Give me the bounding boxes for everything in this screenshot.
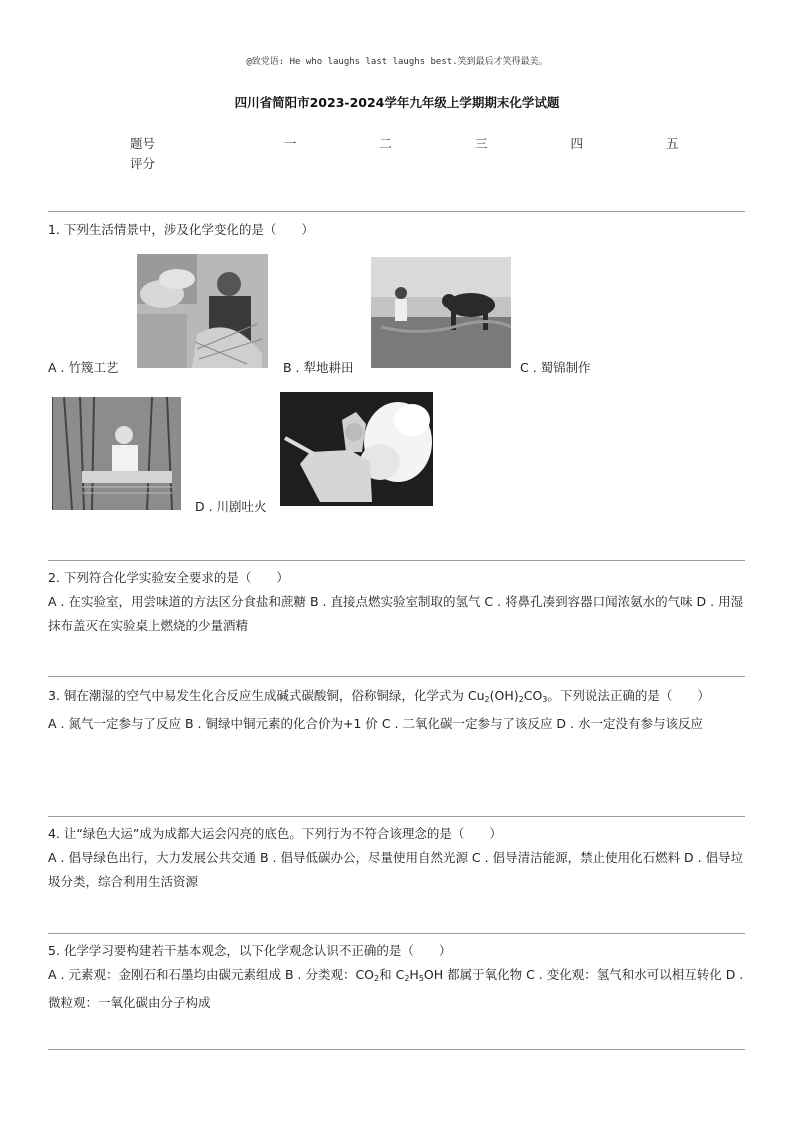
divider	[48, 933, 745, 934]
question-5-stem: 5. 化学学习要构建若干基本观念，以下化学观念认识不正确的是（ ）	[48, 943, 452, 958]
score-col-5: 五	[666, 136, 679, 151]
divider	[48, 676, 745, 677]
question-3	[48, 684, 745, 736]
question-3-stem: 3. 铜在潮湿的空气中易发生化合反应生成碱式碳酸铜，俗称铜绿，化学式为 $Cu_2(OH)_2CO_3$。下列说法正确的是（ ）	[48, 688, 710, 704]
score-col-1: 一	[283, 136, 297, 151]
score-col-4: 四	[570, 136, 583, 151]
question-4-stem: 4. 让“绿色大运”成为成都大运会闪亮的底色。下列行为不符合该理念的是（ ）	[48, 826, 502, 841]
question-1-option-b: B . 犁地耕田	[283, 360, 354, 375]
score-row-score	[130, 153, 720, 173]
score-col-2: 二	[379, 136, 392, 151]
divider	[48, 211, 745, 212]
photo-sichuan-opera-fire	[280, 392, 433, 506]
question-1-option-a: A . 竹篾工艺	[48, 360, 119, 375]
question-5	[48, 939, 745, 1015]
divider	[48, 560, 745, 561]
question-1-option-c: C . 蜀锦制作	[520, 360, 591, 375]
score-table	[130, 133, 720, 173]
question-5-options: A . 元素观：金刚石和石墨均由碳元素组成 B . 分类观：$CO_2$和 $C_2H_5OH$ 都属于氧化物 C . 变化观：氢气和水可以相互转化 D . 微粒观：一氧化碳由分子构成	[48, 967, 744, 1010]
question-1-option-d: D . 川剧吐火	[195, 499, 267, 514]
score-header-label: 题号	[130, 136, 156, 151]
score-row-header	[130, 133, 720, 153]
question-2-options: A . 在实验室，用尝味道的方法区分食盐和蔗糖 B . 直接点燃实验室制取的氢气 C . 将鼻孔凑到容器口闻浓氨水的气味 D . 用湿抹布盖灭在实验桌上燃烧的少量酒精	[48, 594, 744, 633]
photo-plowing-field	[371, 257, 511, 368]
question-2-stem: 2. 下列符合化学实验安全要求的是（ ）	[48, 570, 289, 585]
question-4	[48, 822, 745, 894]
question-4-options: A . 倡导绿色出行，大力发展公共交通 B . 倡导低碳办公，尽量使用自然光源 C . 倡导清洁能源，禁止使用化石燃料 D . 倡导垃圾分类，综合利用生活资源	[48, 850, 744, 889]
score-col-3: 三	[474, 136, 488, 151]
divider	[48, 1049, 745, 1050]
score-row-label: 评分	[130, 156, 156, 171]
divider	[48, 816, 745, 817]
question-3-options: A . 氮气一定参与了反应 B . 铜绿中铜元素的化合价为+1 价 C . 二氧化碳一定参与了该反应 D . 水一定没有参与该反应	[48, 716, 703, 731]
page-title: 四川省简阳市2023-2024学年九年级上学期期末化学试题	[234, 95, 560, 110]
question-2	[48, 566, 745, 638]
photo-brocade-weaving	[52, 397, 181, 510]
motto: @致党语: He who laughs last laughs best.笑到最后才笑得最美。	[246, 57, 548, 67]
photo-bamboo-weaving	[137, 254, 268, 368]
question-1-stem: 1. 下列生活情景中，涉及化学变化的是（ ）	[48, 222, 314, 237]
